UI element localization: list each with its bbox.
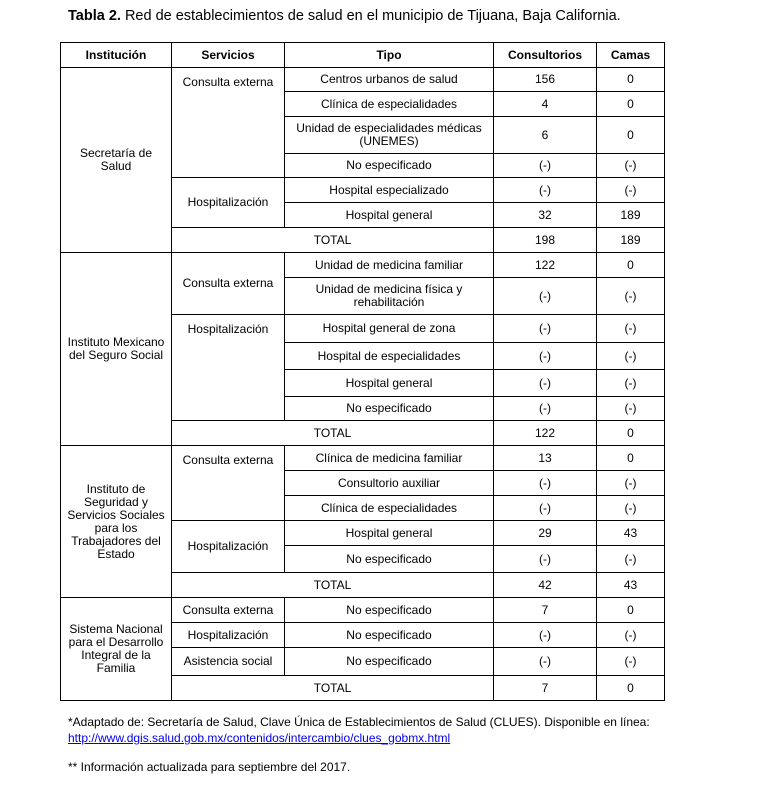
camas-cell: (-): [597, 370, 665, 397]
total-label: TOTAL: [172, 228, 494, 253]
header-consultorios: Consultorios: [494, 43, 597, 68]
camas-cell: 0: [597, 68, 665, 92]
table-caption: [68, 8, 621, 24]
table-row: [61, 68, 665, 92]
type-cell: Unidad de especialidades médicas (UNEMES): [285, 117, 494, 154]
type-cell: Hospital general: [285, 521, 494, 546]
health-establishments-table: [60, 42, 665, 701]
consultorios-cell: (-): [494, 397, 597, 421]
table-row: [61, 446, 665, 471]
service-cell: Consulta externa: [172, 446, 285, 521]
consultorios-cell: 156: [494, 68, 597, 92]
camas-cell: (-): [597, 623, 665, 648]
total-camas: 0: [597, 676, 665, 701]
source-note: [68, 714, 668, 746]
consultorios-cell: 4: [494, 92, 597, 117]
source-text: *Adaptado de: Secretaría de Salud, Clave Única de Establecimientos de Salud (CLUES). Disponible en línea:: [68, 715, 650, 729]
total-camas: 0: [597, 421, 665, 446]
type-cell: Clínica de especialidades: [285, 92, 494, 117]
consultorios-cell: (-): [494, 178, 597, 203]
consultorios-cell: (-): [494, 623, 597, 648]
camas-cell: (-): [597, 648, 665, 676]
type-cell: Clínica de especialidades: [285, 496, 494, 521]
total-consultorios: 122: [494, 421, 597, 446]
camas-cell: 0: [597, 253, 665, 278]
service-cell: Consulta externa: [172, 68, 285, 178]
consultorios-cell: (-): [494, 496, 597, 521]
service-cell: Consulta externa: [172, 598, 285, 623]
type-cell: Unidad de medicina familiar: [285, 253, 494, 278]
type-cell: Consultorio auxiliar: [285, 471, 494, 496]
caption-text: Red de establecimientos de salud en el municipio de Tijuana, Baja California.: [120, 8, 621, 24]
consultorios-cell: 6: [494, 117, 597, 154]
consultorios-cell: (-): [494, 546, 597, 573]
table-row: [61, 598, 665, 623]
consultorios-cell: (-): [494, 154, 597, 178]
header-camas: Camas: [597, 43, 665, 68]
service-cell: Hospitalización: [172, 521, 285, 573]
header-tipo: Tipo: [285, 43, 494, 68]
source-link[interactable]: http://www.dgis.salud.gob.mx/contenidos/intercambio/clues_gobmx.html: [68, 731, 451, 745]
consultorios-cell: (-): [494, 370, 597, 397]
consultorios-cell: (-): [494, 648, 597, 676]
consultorios-cell: 13: [494, 446, 597, 471]
camas-cell: (-): [597, 154, 665, 178]
camas-cell: (-): [597, 178, 665, 203]
service-cell: Asistencia social: [172, 648, 285, 676]
institution-cell: Instituto Mexicano del Seguro Social: [61, 253, 172, 446]
header-row: [61, 43, 665, 68]
total-consultorios: 198: [494, 228, 597, 253]
service-cell: Hospitalización: [172, 315, 285, 421]
total-camas: 43: [597, 573, 665, 598]
consultorios-cell: (-): [494, 343, 597, 370]
table-body: [61, 68, 665, 701]
consultorios-cell: (-): [494, 315, 597, 343]
type-cell: Hospital especializado: [285, 178, 494, 203]
institution-cell: Instituto de Seguridad y Servicios Sociales para los Trabajadores del Estado: [61, 446, 172, 598]
camas-cell: 189: [597, 203, 665, 228]
institution-cell: Secretaría de Salud: [61, 68, 172, 253]
camas-cell: (-): [597, 315, 665, 343]
type-cell: Hospital general: [285, 203, 494, 228]
consultorios-cell: 29: [494, 521, 597, 546]
total-label: TOTAL: [172, 676, 494, 701]
total-consultorios: 7: [494, 676, 597, 701]
type-cell: Unidad de medicina física y rehabilitación: [285, 278, 494, 315]
type-cell: Hospital general: [285, 370, 494, 397]
consultorios-cell: 122: [494, 253, 597, 278]
total-consultorios: 42: [494, 573, 597, 598]
header-servicios: Servicios: [172, 43, 285, 68]
type-cell: No especificado: [285, 397, 494, 421]
update-note: ** Información actualizada para septiembre del 2017.: [68, 760, 351, 774]
service-cell: Hospitalización: [172, 623, 285, 648]
total-camas: 189: [597, 228, 665, 253]
consultorios-cell: 32: [494, 203, 597, 228]
camas-cell: 43: [597, 521, 665, 546]
camas-cell: 0: [597, 92, 665, 117]
type-cell: No especificado: [285, 598, 494, 623]
type-cell: No especificado: [285, 648, 494, 676]
type-cell: No especificado: [285, 546, 494, 573]
camas-cell: 0: [597, 446, 665, 471]
caption-label: Tabla 2.: [68, 8, 121, 24]
type-cell: No especificado: [285, 154, 494, 178]
camas-cell: (-): [597, 343, 665, 370]
camas-cell: 0: [597, 598, 665, 623]
header-institucion: Institución: [61, 43, 172, 68]
camas-cell: (-): [597, 397, 665, 421]
total-label: TOTAL: [172, 421, 494, 446]
type-cell: Hospital de especialidades: [285, 343, 494, 370]
type-cell: Centros urbanos de salud: [285, 68, 494, 92]
camas-cell: (-): [597, 471, 665, 496]
camas-cell: (-): [597, 496, 665, 521]
institution-cell: Sistema Nacional para el Desarrollo Integral de la Familia: [61, 598, 172, 701]
type-cell: Clínica de medicina familiar: [285, 446, 494, 471]
type-cell: No especificado: [285, 623, 494, 648]
service-cell: Hospitalización: [172, 178, 285, 228]
camas-cell: (-): [597, 278, 665, 315]
total-label: TOTAL: [172, 573, 494, 598]
service-cell: Consulta externa: [172, 253, 285, 315]
consultorios-cell: (-): [494, 278, 597, 315]
type-cell: Hospital general de zona: [285, 315, 494, 343]
consultorios-cell: (-): [494, 471, 597, 496]
camas-cell: (-): [597, 546, 665, 573]
table-row: [61, 253, 665, 278]
consultorios-cell: 7: [494, 598, 597, 623]
camas-cell: 0: [597, 117, 665, 154]
